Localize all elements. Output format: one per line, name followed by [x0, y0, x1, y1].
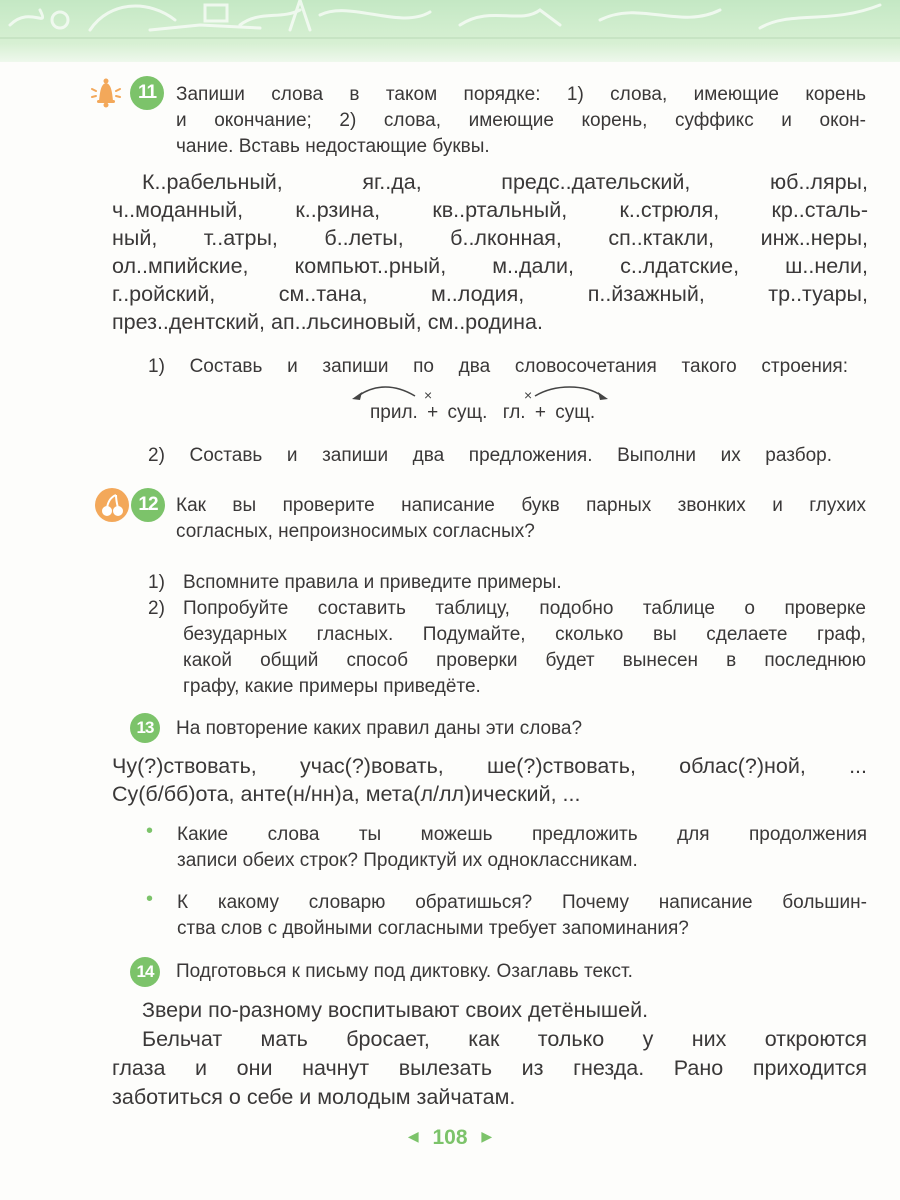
page-number — [0, 1126, 900, 1150]
bell-icon — [88, 76, 124, 110]
prompt-line: Запиши слова в таком порядке: 1) слова, имеющие корень — [176, 84, 866, 105]
word-line: ол..мпийские, компьют..рный, м..дали, с..лдатские, ш..нели, — [112, 254, 868, 278]
bullet-item — [140, 822, 870, 882]
text-line: Бельчат мать бросает, как только у них откроются — [142, 1027, 867, 1051]
svg-text:×: × — [524, 387, 533, 403]
task-12-items — [148, 570, 868, 700]
prompt-line: и окончание; 2) слова, имеющие корень, суффикс и окон- — [176, 110, 866, 131]
task-number-badge: 13 — [130, 713, 160, 743]
task-12-header — [95, 488, 165, 522]
bullet-text: Какие слова ты можешь предложить для продолжения — [177, 824, 867, 845]
text-line: заботиться о себе и молодым зайчатам. — [112, 1085, 516, 1109]
phrase-scheme — [300, 382, 660, 432]
bullet-item — [140, 890, 870, 942]
word-line: К..рабельный, яг..да, предс..дательский, юб..ляры, — [142, 170, 868, 194]
page-number-value: 108 — [432, 1126, 468, 1149]
word-line: ч..моданный, к..рзина, кв..ртальный, к..стрюля, кр..сталь- — [112, 198, 868, 222]
task-11-header — [88, 76, 164, 110]
item-text: какой общий способ проверки будет вынесен в последнюю — [183, 650, 866, 671]
item-number: 1) — [148, 572, 165, 593]
task-14-dictation-text — [112, 996, 867, 1112]
sub-task-text: 1) Составь и запиши по два словосочетания такого строения: — [148, 356, 848, 377]
task-13-word-list — [112, 752, 867, 808]
item-text: безударных гласных. Подумайте, сколько вы сделаете граф, — [183, 624, 866, 645]
prompt-line: согласных, непроизносимых согласных? — [176, 521, 535, 542]
prompt-line: чание. Вставь недостающие буквы. — [176, 136, 490, 157]
sub-task-text: 2) Составь и запиши два предложения. Выполни их разбор. — [148, 445, 832, 466]
task-number-badge: 14 — [130, 957, 160, 987]
task-number-badge: 12 — [131, 488, 165, 522]
doodle-decoration-icon — [0, 0, 900, 62]
task-11-sub2 — [148, 443, 832, 469]
bullet-text: записи обеих строк? Продиктуй их одноклассникам. — [177, 850, 638, 871]
header-decoration — [0, 0, 900, 62]
item-number: 2) — [148, 598, 165, 619]
bullet-icon: • — [146, 820, 154, 842]
task-number-badge: 11 — [130, 76, 164, 110]
task-12-item-1 — [148, 570, 868, 596]
task-13-header — [130, 713, 160, 743]
word-line: Су(б/бб)ота, анте(н/нн)а, мета(л/лл)ический, ... — [112, 782, 581, 806]
svg-text:×: × — [424, 387, 433, 403]
bullet-text: ства слов с двойными согласными требует запоминания? — [177, 918, 689, 939]
task-14-prompt: Подготовься к письму под диктовку. Озаглавь текст. — [176, 961, 633, 982]
task-14-header — [130, 957, 160, 987]
word-line: Чу(?)ствовать, учас(?)вовать, ше(?)ствовать, облас(?)ной, ... — [112, 754, 867, 778]
task-12-item-2 — [148, 596, 868, 700]
cherry-icon — [95, 488, 129, 522]
item-text: графу, какие примеры приведёте. — [183, 676, 481, 697]
task-12-prompt — [176, 493, 866, 545]
text-line: Звери по-разному воспитывают своих детёнышей. — [142, 998, 649, 1022]
task-11-word-list — [112, 168, 868, 336]
word-line: ный, т..атры, б..леты, б..лконная, сп..ктакли, инж..неры, — [112, 226, 868, 250]
scheme-adj-noun: прил. + сущ. — [370, 402, 488, 423]
word-line: през..дентский, ап..льсиновый, см..родина. — [112, 310, 543, 334]
bullet-text: К какому словарю обратишься? Почему написание большин- — [177, 892, 867, 913]
bullet-icon: • — [146, 888, 154, 910]
task-13-prompt: На повторение каких правил даны эти слова? — [176, 718, 583, 739]
next-page-arrow-icon: ▶ — [481, 1128, 493, 1144]
word-line: г..ройский, см..тана, м..лодия, п..йзажный, тр..туары, — [112, 282, 868, 306]
text-line: глаза и они начнут вылезать из гнезда. Рано приходится — [112, 1056, 867, 1080]
scheme-verb-noun: гл. + сущ. — [502, 402, 596, 423]
task-11-prompt — [176, 82, 866, 160]
scheme-labels — [370, 402, 595, 424]
prev-page-arrow-icon: ◀ — [407, 1128, 419, 1144]
task-13-bullets — [140, 822, 870, 942]
item-text: Вспомните правила и приведите примеры. — [183, 572, 562, 593]
item-text: Попробуйте составить таблицу, подобно таблице о проверке — [183, 598, 866, 619]
task-11-sub1 — [148, 354, 848, 380]
prompt-line: Как вы проверите написание букв парных звонких и глухих — [176, 495, 866, 516]
